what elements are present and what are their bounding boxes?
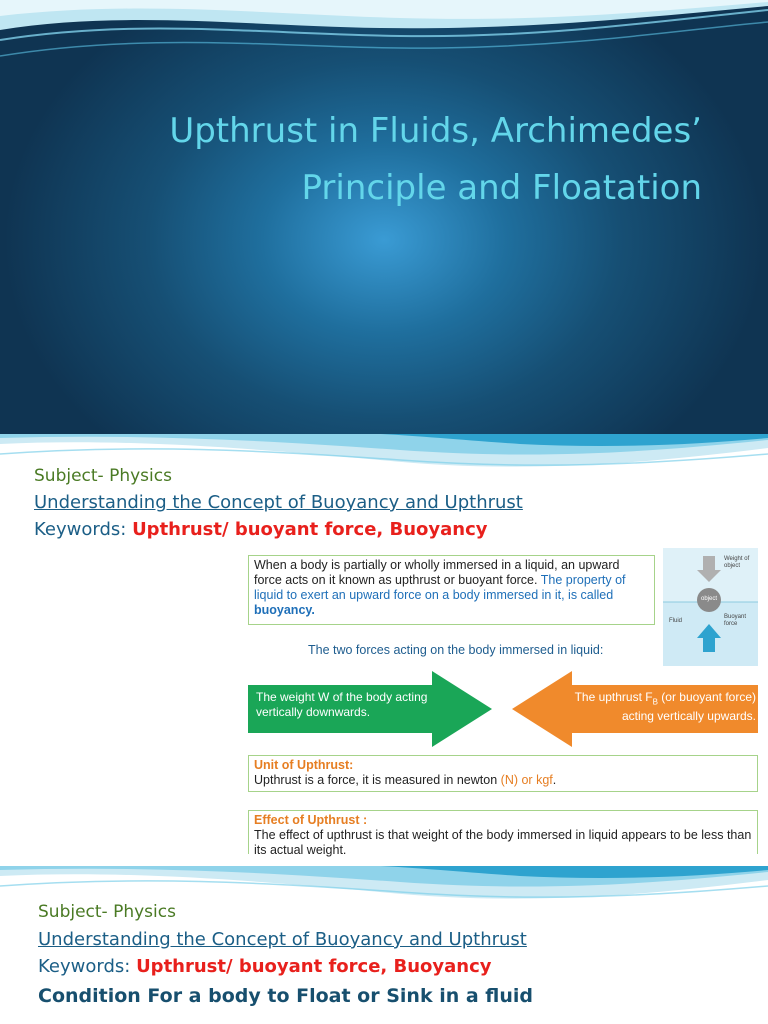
concept-heading: Understanding the Concept of Buoyancy and Upthrust <box>34 492 523 513</box>
figure-object-label: object <box>701 596 718 602</box>
keywords-label: Keywords: <box>38 956 131 977</box>
unit-body <box>254 773 752 788</box>
keywords-line <box>38 956 492 977</box>
green-arrow-line-2: vertically downwards. <box>256 705 371 719</box>
two-forces-caption: The two forces acting on the body immersed in liquid: <box>308 643 604 657</box>
effect-of-upthrust-box <box>248 810 758 857</box>
definition-bold-text: buoyancy. <box>254 603 315 617</box>
orange-arrow-line-2: acting vertically upwards. <box>621 709 756 724</box>
definition-blue-text: The property of liquid to exert an upward force on a body immersed in it, is called <box>254 573 626 602</box>
keywords-value: Upthrust/ buoyant force, Buoyancy <box>132 519 488 540</box>
keywords-value: Upthrust/ buoyant force, Buoyancy <box>136 956 492 977</box>
title-slide <box>0 0 768 434</box>
figure-buoyant-label: Buoyant force <box>724 614 747 627</box>
effect-heading: Effect of Upthrust : <box>254 813 368 827</box>
keywords-label: Keywords: <box>34 519 127 540</box>
slide-title <box>169 103 702 217</box>
green-arrow-line-1: The weight W of the body acting <box>256 690 428 704</box>
unit-of-upthrust-box <box>248 755 758 792</box>
keywords-line <box>34 519 488 540</box>
orange-arrow-line-1: The upthrust F <box>574 690 653 704</box>
unit-orange-text: (N) or kgf <box>500 773 553 787</box>
buoyancy-figure <box>663 548 758 666</box>
definition-box <box>248 555 655 625</box>
orange-arrow-subscript: B <box>652 697 658 707</box>
wave-decoration <box>0 0 768 70</box>
subject-label: Subject- Physics <box>38 902 176 922</box>
figure-fluid-label: Fluid <box>669 618 683 624</box>
title-line-1: Upthrust in Fluids, Archimedes’ <box>169 111 702 151</box>
buoyancy-infographic <box>242 548 768 857</box>
unit-end: . <box>552 773 557 787</box>
concept-slide <box>0 434 768 866</box>
effect-text: The effect of upthrust is that weight of the body immersed in liquid appears to be less than its actual weight. <box>254 828 752 857</box>
figure-weight-label: Weight of object <box>724 556 750 569</box>
subject-label: Subject- Physics <box>34 466 172 486</box>
unit-text: Upthrust is a force, it is measured in newton <box>254 773 498 787</box>
green-arrow-text <box>256 690 427 720</box>
orange-arrow-text <box>575 690 756 724</box>
orange-arrow-line-1-rest: (or buoyant force) <box>657 690 756 704</box>
definition-text: When a body is partially or wholly immersed in a liquid, an upward force acts on it known as upthrust or buoyant force. <box>254 558 620 587</box>
weight-arrow-icon <box>697 556 721 582</box>
condition-slide <box>0 866 768 1024</box>
concept-heading: Understanding the Concept of Buoyancy and Upthrust <box>38 929 527 950</box>
condition-heading: Condition For a body to Float or Sink in a fluid <box>38 985 534 1007</box>
unit-heading: Unit of Upthrust: <box>254 758 354 772</box>
title-line-2: Principle and Floatation <box>301 168 702 208</box>
